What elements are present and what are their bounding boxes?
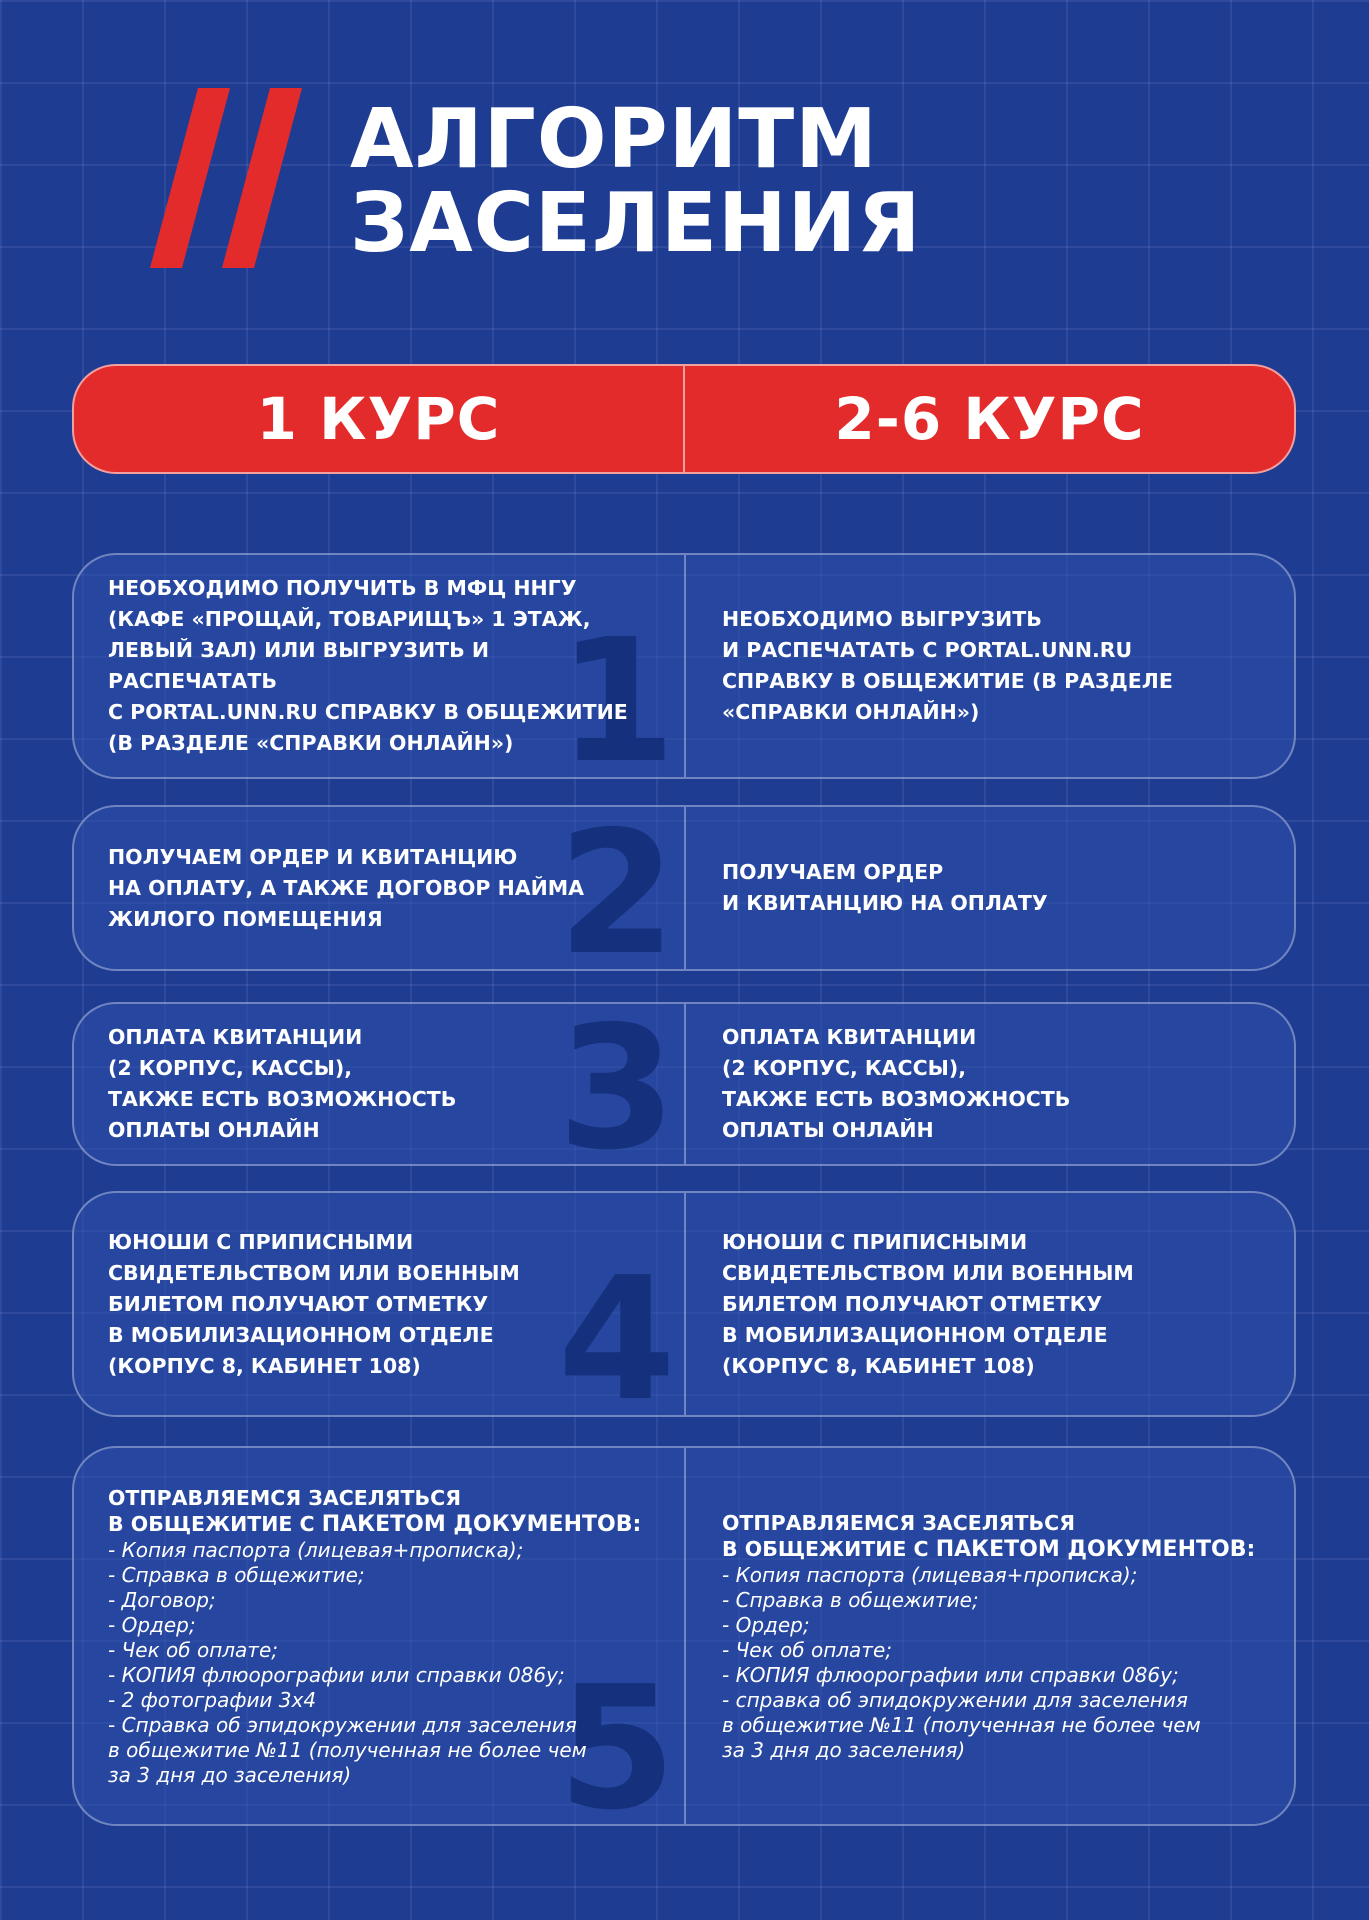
step-1-first-course-text: НЕОБХОДИМО ПОЛУЧИТЬ В МФЦ ННГУ (КАФЕ «ПРОЩАЙ, ТОВАРИЩЪ» 1 ЭТАЖ, ЛЕВЫЙ ЗАЛ) ИЛИ ВЫГРУЗИТЬ И РАСПЕЧАТАТЬ С PORTAL.UNN.RU СПРАВКУ В ОБЩЕЖИТИЕ (В РАЗДЕЛЕ «СПРАВКИ ОНЛАЙН») [108, 576, 628, 755]
step-number: 3 [557, 1002, 676, 1166]
step-1-other-courses-text: НЕОБХОДИМО ВЫГРУЗИТЬ И РАСПЕЧАТАТЬ С PORTAL.UNN.RU СПРАВКУ В ОБЩЕЖИТИЕ (В РАЗДЕЛЕ «СПРАВКИ ОНЛАЙН») [722, 607, 1173, 724]
title-line-1: АЛГОРИТМ [350, 92, 878, 187]
documents-heading [108, 1485, 641, 1538]
step-5-first-course-content [108, 1485, 641, 1788]
step-3-other-courses-text: ОПЛАТА КВИТАНЦИИ (2 КОРПУС, КАССЫ), ТАКЖЕ ЕСТЬ ВОЗМОЖНОСТЬ ОПЛАТЫ ОНЛАЙН [722, 1025, 1071, 1142]
step-number: 1 [557, 603, 676, 779]
step-3-first-course [74, 1004, 686, 1164]
course-first-label: 1 КУРС [74, 366, 685, 472]
step-5-row [72, 1446, 1296, 1826]
step-2-other-courses-text: ПОЛУЧАЕМ ОРДЕР И КВИТАНЦИЮ НА ОПЛАТУ [722, 860, 1048, 915]
step-4-other-courses-text: ЮНОШИ С ПРИПИСНЫМИ СВИДЕТЕЛЬСТВОМ ИЛИ ВОЕННЫМ БИЛЕТОМ ПОЛУЧАЮТ ОТМЕТКУ В МОБИЛИЗАЦИОННОМ ОТДЕЛЕ (КОРПУС 8, КАБИНЕТ 108) [722, 1229, 1134, 1378]
step-4-first-course [74, 1193, 686, 1415]
documents-heading-line-1: ОТПРАВЛЯЕМСЯ ЗАСЕЛЯТЬСЯ [108, 1485, 461, 1510]
step-3-row [72, 1002, 1296, 1166]
step-4-row [72, 1191, 1296, 1417]
step-5-other-courses-content [722, 1510, 1255, 1763]
step-number: 2 [557, 805, 676, 971]
course-header-bar [72, 364, 1296, 474]
documents-list: - Копия паспорта (лицевая+прописка); - Справка в общежитие; - Ордер; - Чек об оплате; - КОПИЯ флюорографии или справки 086у; - справка об эпидокружении для заселения в общежитие №11 (полученная не более чем за 3 дня до заселения) [722, 1562, 1201, 1762]
documents-heading-prefix: В ОБЩЕЖИТИЕ С [722, 1536, 936, 1561]
step-4-other-courses [686, 1193, 1294, 1415]
title-line-2: ЗАСЕЛЕНИЯ [350, 176, 922, 271]
step-2-row [72, 805, 1296, 971]
double-slash-logo [150, 88, 310, 268]
header [150, 88, 1250, 278]
step-2-first-course-text: ПОЛУЧАЕМ ОРДЕР И КВИТАНЦИЮ НА ОПЛАТУ, А ТАКЖЕ ДОГОВОР НАЙМА ЖИЛОГО ПОМЕЩЕНИЯ [108, 844, 585, 931]
documents-heading-prefix: В ОБЩЕЖИТИЕ С [108, 1511, 322, 1536]
step-3-first-course-text: ОПЛАТА КВИТАНЦИИ (2 КОРПУС, КАССЫ), ТАКЖЕ ЕСТЬ ВОЗМОЖНОСТЬ ОПЛАТЫ ОНЛАЙН [108, 1025, 457, 1142]
documents-heading-line-1: ОТПРАВЛЯЕМСЯ ЗАСЕЛЯТЬСЯ [722, 1510, 1075, 1535]
step-5-other-courses [686, 1448, 1294, 1824]
documents-heading-line-2 [722, 1536, 1255, 1563]
documents-list: - Копия паспорта (лицевая+прописка); - Справка в общежитие; - Договор; - Ордер; - Чек об оплате; - КОПИЯ флюорографии или справки 086у; - 2 фотографии 3х4 - Справка об эпидокружении для заселения в общежитие №11 (полученная не более чем за 3 дня до заселения) [108, 1537, 587, 1787]
step-1-row [72, 553, 1296, 779]
step-1-first-course [74, 555, 686, 777]
documents-heading-emphasis: ПАКЕТОМ ДОКУМЕНТОВ: [935, 1536, 1256, 1562]
documents-heading [722, 1510, 1255, 1563]
step-1-other-courses [686, 555, 1294, 777]
step-2-first-course [74, 807, 686, 969]
step-number: 5 [557, 1650, 676, 1826]
step-number: 4 [557, 1241, 676, 1417]
step-4-first-course-text: ЮНОШИ С ПРИПИСНЫМИ СВИДЕТЕЛЬСТВОМ ИЛИ ВОЕННЫМ БИЛЕТОМ ПОЛУЧАЮТ ОТМЕТКУ В МОБИЛИЗАЦИОННОМ ОТДЕЛЕ (КОРПУС 8, КАБИНЕТ 108) [108, 1229, 520, 1378]
course-rest-label: 2-6 КУРС [834, 385, 1145, 453]
step-2-other-courses [686, 807, 1294, 969]
page-title [350, 92, 922, 271]
step-3-other-courses [686, 1004, 1294, 1164]
step-5-first-course [74, 1448, 686, 1824]
documents-heading-emphasis: ПАКЕТОМ ДОКУМЕНТОВ: [321, 1511, 642, 1537]
documents-heading-line-2 [108, 1511, 641, 1538]
